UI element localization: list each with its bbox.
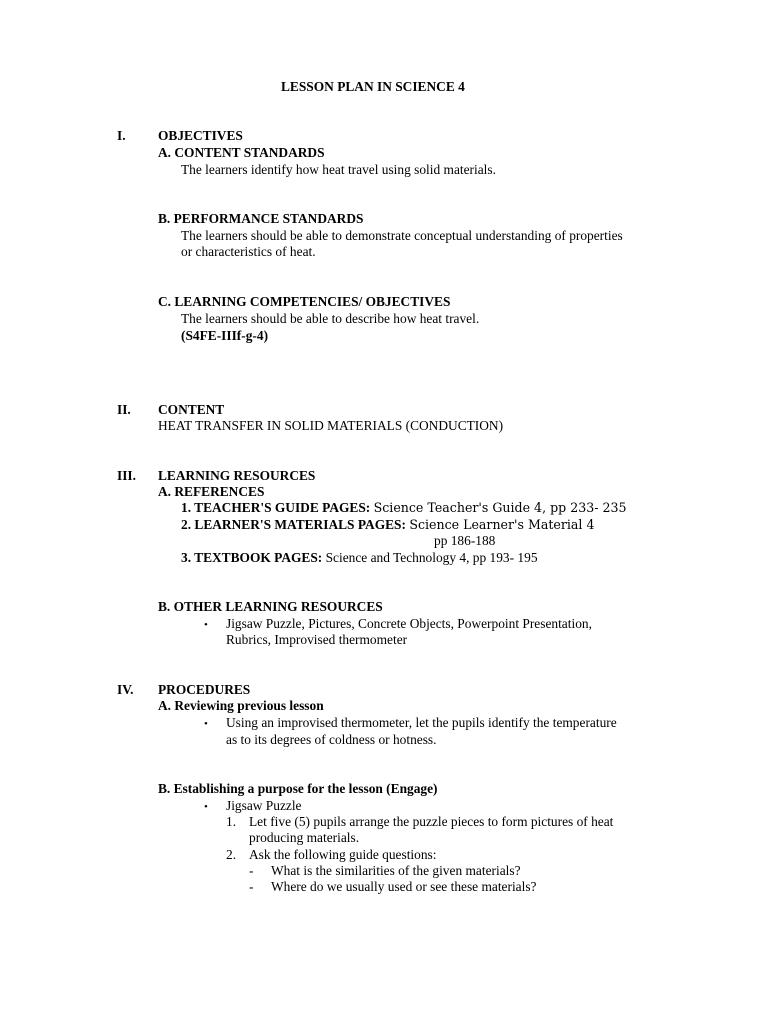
content-text: HEAT TRANSFER IN SOLID MATERIALS (CONDUCTION) bbox=[158, 418, 504, 433]
content-standards-text: The learners identify how heat travel using solid materials. bbox=[181, 162, 496, 177]
reference-label: 1. TEACHER'S GUIDE PAGES: bbox=[181, 500, 371, 515]
reviewing-previous-lesson-heading: A. Reviewing previous lesson bbox=[158, 698, 324, 713]
reference-value: Science Learner's Material 4 bbox=[409, 517, 595, 532]
performance-standards-line2: or characteristics of heat. bbox=[181, 244, 316, 259]
reference-value: Science and Technology 4, pp 193- 195 bbox=[325, 550, 538, 565]
reference-label: 3. TEXTBOOK PAGES: bbox=[181, 550, 323, 565]
step1-line2: producing materials. bbox=[249, 830, 360, 845]
step-number: 1. bbox=[226, 814, 237, 829]
bullet-icon: • bbox=[204, 718, 208, 730]
reviewing-line2: as to its degrees of coldness or hotness. bbox=[226, 732, 437, 747]
other-resources-line1: Jigsaw Puzzle, Pictures, Concrete Objects, Powerpoint Presentation, bbox=[226, 616, 592, 631]
section-numeral-resources: III. bbox=[117, 468, 136, 483]
step2-text: Ask the following guide questions: bbox=[249, 847, 437, 862]
reference-value: Science Teacher's Guide 4, pp 233- 235 bbox=[373, 500, 627, 515]
performance-standards-heading: B. PERFORMANCE STANDARDS bbox=[158, 211, 364, 226]
guide-question-2: Where do we usually used or see these materials? bbox=[271, 879, 537, 894]
section-numeral-content: II. bbox=[117, 402, 131, 417]
bullet-icon: • bbox=[204, 801, 208, 813]
section-numeral-procedures: IV. bbox=[117, 682, 134, 697]
reference-label: 2. LEARNER'S MATERIALS PAGES: bbox=[181, 517, 406, 532]
dash-icon: - bbox=[249, 879, 254, 894]
section-numeral-objectives: I. bbox=[117, 128, 126, 143]
dash-icon: - bbox=[249, 863, 254, 878]
competency-code: (S4FE-IIIf-g-4) bbox=[181, 328, 269, 343]
bullet-icon: • bbox=[204, 619, 208, 631]
reference-learners-pages: pp 186-188 bbox=[434, 533, 496, 548]
references-heading: A. REFERENCES bbox=[158, 484, 265, 499]
guide-question-1: What is the similarities of the given materials? bbox=[271, 863, 521, 878]
reference-textbook bbox=[181, 550, 538, 566]
learning-resources-heading: LEARNING RESOURCES bbox=[158, 468, 316, 483]
learning-competencies-text: The learners should be able to describe how heat travel. bbox=[181, 311, 480, 326]
content-standards-heading: A. CONTENT STANDARDS bbox=[158, 145, 325, 160]
step1-line1: Let five (5) pupils arrange the puzzle pieces to form pictures of heat bbox=[249, 814, 614, 829]
establishing-purpose-heading: B. Establishing a purpose for the lesson (Engage) bbox=[158, 781, 438, 796]
learning-competencies-heading: C. LEARNING COMPETENCIES/ OBJECTIVES bbox=[158, 294, 451, 309]
reference-teachers-guide bbox=[181, 500, 627, 516]
objectives-heading: OBJECTIVES bbox=[158, 128, 243, 143]
procedures-heading: PROCEDURES bbox=[158, 682, 251, 697]
content-heading: CONTENT bbox=[158, 402, 225, 417]
reviewing-line1: Using an improvised thermometer, let the pupils identify the temperature bbox=[226, 715, 617, 730]
page-title: LESSON PLAN IN SCIENCE 4 bbox=[281, 79, 465, 94]
other-resources-line2: Rubrics, Improvised thermometer bbox=[226, 632, 408, 647]
performance-standards-line1: The learners should be able to demonstrate conceptual understanding of properties bbox=[181, 228, 623, 243]
step-number: 2. bbox=[226, 847, 237, 862]
jigsaw-puzzle-item: Jigsaw Puzzle bbox=[226, 798, 302, 813]
reference-learners-materials bbox=[181, 517, 594, 533]
other-resources-heading: B. OTHER LEARNING RESOURCES bbox=[158, 599, 383, 614]
